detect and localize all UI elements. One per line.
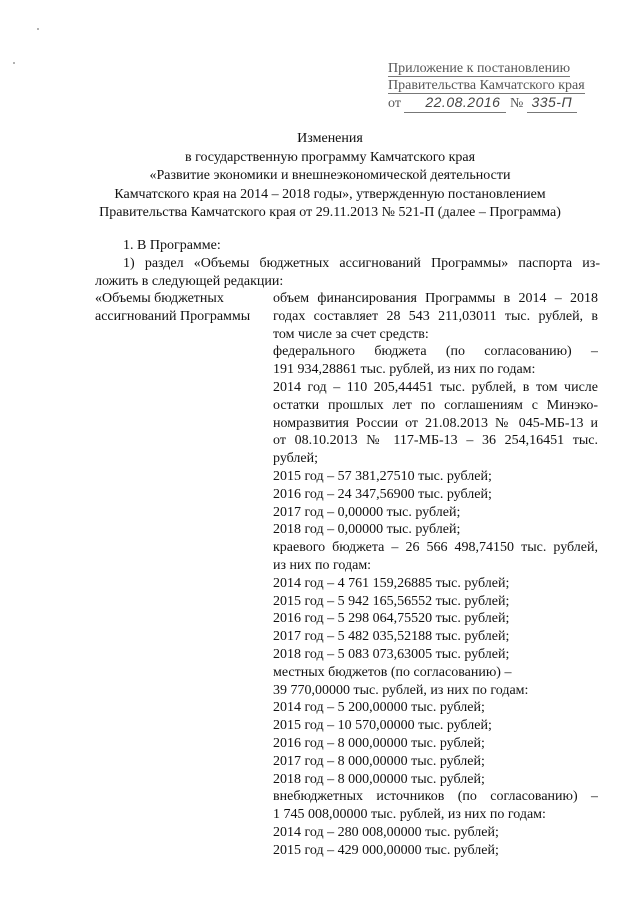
passport-right-line: годах составляет 28 543 211,03011 тыс. рублей, в xyxy=(273,308,598,324)
passport-right-line: 1 745 008,00000 тыс. рублей, из них по годам: xyxy=(273,807,546,823)
passport-right-line: от 08.10.2013 № 117-МБ-13 – 36 254,16451 тыс. xyxy=(273,433,598,449)
passport-right-line: номразвития России от 21.08.2013 № 045-МБ-13 и xyxy=(273,415,598,431)
passport-right-line: краевого бюджета – 26 566 498,74150 тыс. рублей, xyxy=(273,540,598,556)
passport-right-line: 2018 год – 0,00000 тыс. рублей; xyxy=(273,522,461,538)
passport-right-line: 2017 год – 0,00000 тыс. рублей; xyxy=(273,504,461,520)
title-line: Изменения xyxy=(297,131,363,146)
passport-left-line: «Объемы бюджетных xyxy=(95,291,224,306)
passport-right-line: внебюджетных источников (по согласованию) – xyxy=(273,789,598,805)
passport-right-line: 2015 год – 10 570,00000 тыс. рублей; xyxy=(273,718,492,734)
passport-right-line: 2018 год – 5 083 073,63005 тыс. рублей; xyxy=(273,646,510,662)
title-line: в государственную программу Камчатского края xyxy=(184,149,476,165)
passport-right-line: 2016 год – 8 000,00000 тыс. рублей; xyxy=(273,735,485,751)
passport-right-line: 191 934,28861 тыс. рублей, из них по годам: xyxy=(273,362,536,378)
appendix-header xyxy=(388,60,618,113)
passport-right-line: 2018 год – 8 000,00000 тыс. рублей; xyxy=(273,771,485,787)
appendix-number-sign: № xyxy=(509,96,524,111)
passport-right-line: из них по годам: xyxy=(273,557,372,573)
passport-left-column xyxy=(95,290,265,326)
appendix-from-label: от xyxy=(388,96,401,111)
passport-right-line: местных бюджетов (по согласованию) – xyxy=(273,664,512,680)
appendix-line-1: Приложение к постановлению xyxy=(388,61,571,76)
appendix-line-2: Правительства Камчатского края xyxy=(388,78,585,93)
title-line: Правительства Камчатского края от 29.11.2013 № 521-П (далее – Программа) xyxy=(99,205,561,221)
passport-right-line: 2015 год – 57 381,27510 тыс. рублей; xyxy=(273,468,492,484)
title-line: «Развитие экономики и внешнеэкономической деятельности xyxy=(149,168,511,184)
appendix-date: 22.08.2016 xyxy=(404,94,506,113)
passport-right-column xyxy=(273,290,598,860)
passport-right-line: федерального бюджета (по согласованию) – xyxy=(273,344,598,360)
passport-right-line: 2017 год – 5 482 035,52188 тыс. рублей; xyxy=(273,629,510,645)
passport-right-line: 2014 год – 5 200,00000 тыс. рублей; xyxy=(273,700,485,716)
document-title xyxy=(60,130,600,223)
passport-right-line: 2016 год – 5 298 064,75520 тыс. рублей; xyxy=(273,611,510,627)
passport-right-line: 2015 год – 429 000,00000 тыс. рублей; xyxy=(273,842,499,858)
item-1: 1. В Программе: xyxy=(123,238,221,253)
intro-section xyxy=(95,237,600,290)
passport-right-line: том числе за счет средств: xyxy=(273,326,429,342)
passport-right-line: 39 770,00000 тыс. рублей, из них по годам: xyxy=(273,682,529,698)
passport-right-line: 2017 год – 8 000,00000 тыс. рублей; xyxy=(273,753,485,769)
passport-right-line: 2016 год – 24 347,56900 тыс. рублей; xyxy=(273,486,492,502)
passport-right-line: рублей; xyxy=(273,451,318,467)
passport-right-line: 2015 год – 5 942 165,56552 тыс. рублей; xyxy=(273,593,510,609)
passport-left-line: ассигнований Программы xyxy=(95,308,251,324)
appendix-line-3 xyxy=(388,94,618,113)
title-line: Камчатского края на 2014 – 2018 годы», утвержденную постановлением xyxy=(114,186,546,202)
passport-right-line: 2014 год – 280 008,00000 тыс. рублей; xyxy=(273,824,499,840)
item-1-1-line-1: 1) раздел «Объемы бюджетных ассигнований Программы» паспорта из- xyxy=(123,255,600,271)
passport-right-line: 2014 год – 110 205,44451 тыс. рублей, в том числе xyxy=(273,379,598,395)
passport-right-line: остатки прошлых лет по соглашениям с Минэко- xyxy=(273,397,598,413)
passport-right-line: 2014 год – 4 761 159,26885 тыс. рублей; xyxy=(273,575,510,591)
passport-right-line: объем финансирования Программы в 2014 – 2018 xyxy=(273,291,598,306)
appendix-number: 335-П xyxy=(527,94,577,113)
item-1-1-line-2: ложить в следующей редакции: xyxy=(95,273,284,289)
